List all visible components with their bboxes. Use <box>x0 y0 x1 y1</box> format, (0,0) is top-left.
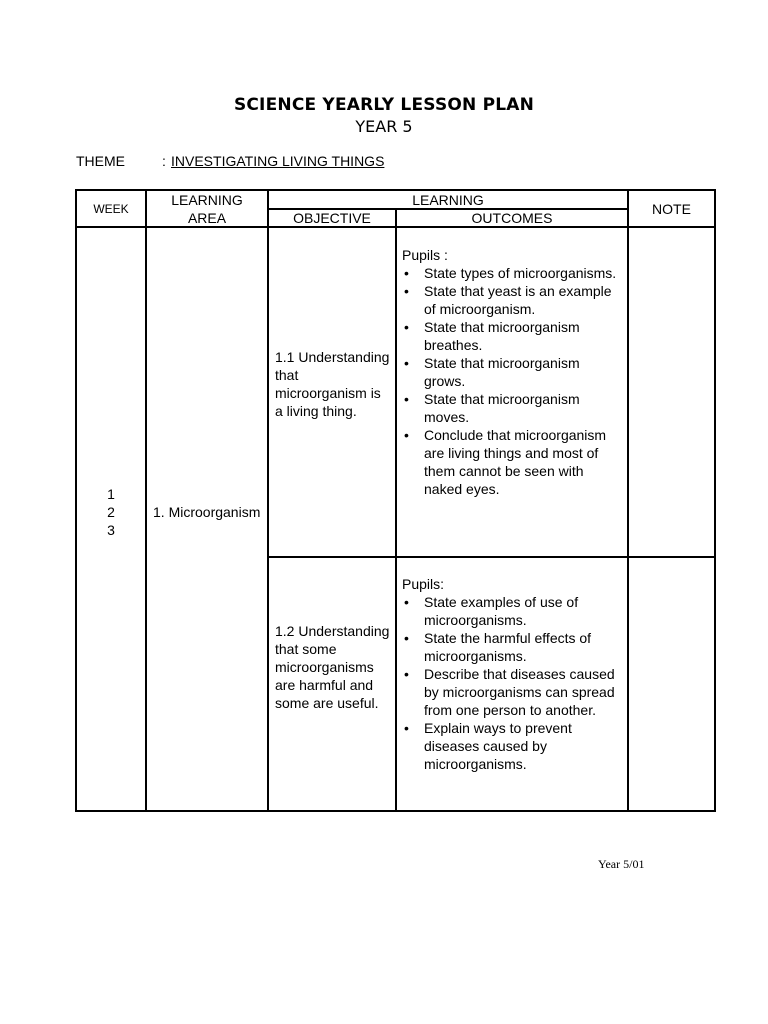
outcome-item: • State that yeast is an example of microorganism. <box>402 282 623 318</box>
outcomes-list <box>402 593 623 773</box>
table-divider <box>267 556 714 558</box>
outcome-item: • State that microorganism grows. <box>402 354 623 390</box>
header-learning-area-line1: LEARNING <box>171 192 243 208</box>
table-divider <box>145 191 147 810</box>
week-numbers <box>77 485 145 539</box>
header-learning-area-line2: AREA <box>187 210 227 226</box>
theme-label: THEME <box>76 153 125 169</box>
outcome-item: • State that microorganism moves. <box>402 390 623 426</box>
week-number: 3 <box>107 522 115 538</box>
header-learning: LEARNING <box>412 192 484 208</box>
outcomes-list <box>402 264 623 498</box>
outcome-item: • State that microorganism breathes. <box>402 318 623 354</box>
outcome-item: • Conclude that microorganism are living things and most of them cannot be seen with naked eyes. <box>402 426 623 498</box>
objective-cell: 1.2 Understanding that some microorganisms are harmful and some are useful. <box>275 623 390 711</box>
lesson-plan-table <box>75 189 716 812</box>
outcome-item: • Explain ways to prevent diseases caused by microorganisms. <box>402 719 623 773</box>
table-divider <box>627 191 629 810</box>
objective-cell: 1.1 Understanding that microorganism is a living thing. <box>275 349 390 419</box>
theme-colon: : <box>162 153 166 169</box>
header-learning-area <box>147 191 267 227</box>
outcome-item: • State examples of use of microorganisms. <box>402 593 623 629</box>
document-subtitle: YEAR 5 <box>355 117 413 136</box>
table-divider <box>267 191 269 810</box>
header-week: WEEK <box>93 202 129 216</box>
outcomes-cell <box>402 246 623 498</box>
table-divider <box>395 208 397 810</box>
outcomes-intro: Pupils: <box>402 576 445 592</box>
document-title: SCIENCE YEARLY LESSON PLAN <box>233 95 535 115</box>
header-outcomes: OUTCOMES <box>471 210 553 226</box>
outcome-item: • State types of microorganisms. <box>402 264 623 282</box>
outcomes-cell <box>402 575 623 773</box>
header-note: NOTE <box>652 201 691 217</box>
page-footer: Year 5/01 <box>598 857 645 871</box>
outcomes-intro: Pupils : <box>402 247 448 263</box>
week-number: 1 <box>107 486 115 502</box>
learning-area-cell: 1. Microorganism <box>153 504 261 520</box>
theme-value: INVESTIGATING LIVING THINGS <box>171 153 385 169</box>
week-number: 2 <box>107 504 115 520</box>
outcome-item: • State the harmful effects of microorganisms. <box>402 629 623 665</box>
outcome-item: • Describe that diseases caused by microorganisms can spread from one person to another. <box>402 665 623 719</box>
header-objective: OBJECTIVE <box>293 210 371 226</box>
